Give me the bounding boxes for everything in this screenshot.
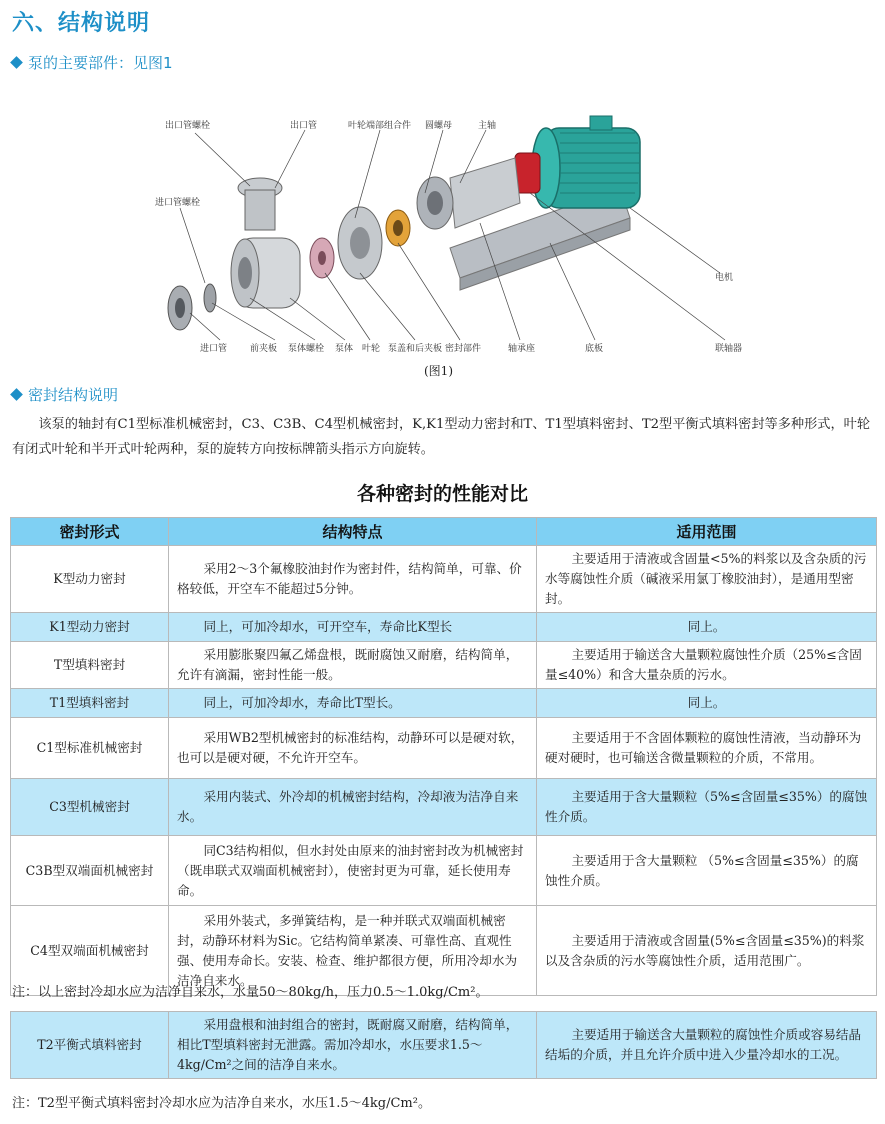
row-name: C1型标准机械密封: [11, 718, 169, 779]
row-features: 同上，可加冷却水，可开空车，寿命比K型长: [169, 613, 537, 642]
subheading-main-parts-text: 泵的主要部件：见图1: [28, 54, 173, 72]
table-row: [11, 718, 877, 779]
subheading-seal-structure-text: 密封结构说明: [28, 386, 119, 404]
row-name: C3B型双端面机械密封: [11, 836, 169, 906]
bearing-seat-shape: [450, 158, 520, 228]
header-scope: 适用范围: [537, 518, 877, 546]
subheading-seal-structure: [8, 384, 118, 405]
label-outlet-bolt: 出口管螺栓: [165, 121, 211, 131]
row-name: T2平衡式填料密封: [11, 1012, 169, 1079]
label-front-plate: 前夹板: [250, 344, 278, 354]
table-header-row: [11, 518, 877, 546]
row-features: 同C3结构相似，但水封处由原来的油封密封改为机械密封（既串联式双端面机械密封），使密封更为可靠，延长使用寿命。: [169, 836, 537, 906]
pump-exploded-svg: [150, 108, 760, 358]
table-row: [11, 1012, 877, 1079]
t2-seal-table: [10, 1011, 877, 1079]
coupling-shape: [515, 153, 540, 193]
label-impeller: 叶轮: [362, 344, 381, 354]
section-title: 六、结构说明: [12, 11, 151, 36]
label-body-bolt: 泵体螺栓: [288, 344, 325, 354]
note-cooling-water: 注：以上密封冷却水应为洁净自来水，水量50～80kg/h，压力0.5～1.0kg/Cm²。: [12, 985, 489, 1000]
table-row: [11, 546, 877, 613]
seal-description-paragraph: 该泵的轴封有C1型标准机械密封，C3、C3B、C4型机械密封，K,K1型动力密封和T、T1型填料密封、T2型平衡式填料密封等多种形式，叶轮有闭式叶轮和半开式叶轮两种，泵的旋转方向按标牌箭头指示方向旋转。: [12, 417, 871, 457]
row-features: 采用外装式，多弹簧结构，是一种并联式双端面机械密封，动静环材料为Sic。它结构简单紧凑、可靠性高、直观性强、使用寿命长。安装、检查、维护都很方便，所用冷却水为洁净自来水。: [169, 906, 537, 996]
label-base: 底板: [585, 344, 604, 354]
table-row: [11, 836, 877, 906]
diamond-bullet-icon: [10, 388, 23, 401]
row-scope: 主要适用于清液或含固量<5%的料浆以及含杂质的污水等腐蚀性介质（碱液采用氯丁橡胶油封），是通用型密封。: [537, 546, 877, 613]
label-bearing-seat: 轴承座: [508, 344, 536, 354]
table-row: [11, 689, 877, 718]
seal-comparison-table: [10, 517, 877, 996]
row-scope: 同上。: [537, 689, 877, 718]
note-t2-cooling-water: 注：T2型平衡式填料密封冷却水应为洁净自来水，水压1.5～4kg/Cm²。: [12, 1096, 431, 1111]
label-round-nut: 圆螺母: [425, 121, 453, 131]
front-plate-shape: [204, 284, 216, 312]
row-name: K1型动力密封: [11, 613, 169, 642]
pump-exploded-diagram: [150, 108, 760, 358]
row-name: T1型填料密封: [11, 689, 169, 718]
table-title: 各种密封的性能对比: [356, 483, 528, 505]
row-features: 采用2～3个氟橡胶油封作为密封件，结构简单，可靠、价格较低，开空车不能超过5分钟。: [169, 546, 537, 613]
row-scope: 主要适用于输送含大量颗粒腐蚀性介质（25%≤含固量≤40%）和含大量杂质的污水。: [537, 642, 877, 689]
table-row: [11, 779, 877, 836]
figure-caption: (图1): [424, 364, 453, 378]
label-outlet-pipe: 出口管: [290, 121, 318, 131]
row-features: 采用盘根和油封组合的密封，既耐腐又耐磨，结构简单，相比T型填料密封无泄露。需加冷却水，水压要求1.5～4kg/Cm²之间的洁净自来水。: [169, 1012, 537, 1079]
label-seal: 密封部件: [445, 344, 482, 354]
table-row: [11, 642, 877, 689]
row-scope: 主要适用于不含固体颗粒的腐蚀性清液，当动静环为硬对硬时，也可输送含微量颗粒的介质，不常用。: [537, 718, 877, 779]
label-inlet-bolt: 进口管螺栓: [155, 198, 201, 208]
row-scope: 主要适用于输送含大量颗粒的腐蚀性介质或容易结晶结垢的介质，并且允许介质中进入少量冷却水的工况。: [537, 1012, 877, 1079]
label-pump-body: 泵体: [335, 344, 354, 354]
row-features: 采用WB2型机械密封的标准结构，动静环可以是硬对软，也可以是硬对硬，不允许开空车。: [169, 718, 537, 779]
label-coupling: 联轴器: [715, 344, 743, 354]
diamond-bullet-icon: [10, 56, 23, 69]
row-scope: 主要适用于含大量颗粒 （5%≤含固量≤35%）的腐蚀性介质。: [537, 836, 877, 906]
row-features: 采用内装式、外冷却的机械密封结构，冷却液为洁净自来水。: [169, 779, 537, 836]
label-motor: 电机: [715, 273, 734, 283]
row-features: 同上，可加冷却水，寿命比T型长。: [169, 689, 537, 718]
header-seal-type: 密封形式: [11, 518, 169, 546]
table-row: [11, 613, 877, 642]
header-features: 结构特点: [169, 518, 537, 546]
row-name: T型填料密封: [11, 642, 169, 689]
subheading-main-parts: [8, 52, 173, 73]
row-features: 采用膨胀聚四氟乙烯盘根，既耐腐蚀又耐磨，结构简单，允许有滴漏，密封性能一般。: [169, 642, 537, 689]
row-name: C3型机械密封: [11, 779, 169, 836]
row-name: K型动力密封: [11, 546, 169, 613]
row-scope: 同上。: [537, 613, 877, 642]
row-scope: 主要适用于清液或含固量(5%≤含固量≤35%)的料浆以及含杂质的污水等腐蚀性介质，适用范围广。: [537, 906, 877, 996]
label-inlet-pipe: 进口管: [200, 344, 228, 354]
label-main-shaft: 主轴: [478, 121, 497, 131]
label-back-cover: 泵盖和后夹板: [388, 344, 443, 354]
row-scope: 主要适用于含大量颗粒（5%≤含固量≤35%）的腐蚀性介质。: [537, 779, 877, 836]
row-name: C4型双端面机械密封: [11, 906, 169, 996]
label-impeller-end: 叶轮端部组合件: [348, 121, 412, 131]
